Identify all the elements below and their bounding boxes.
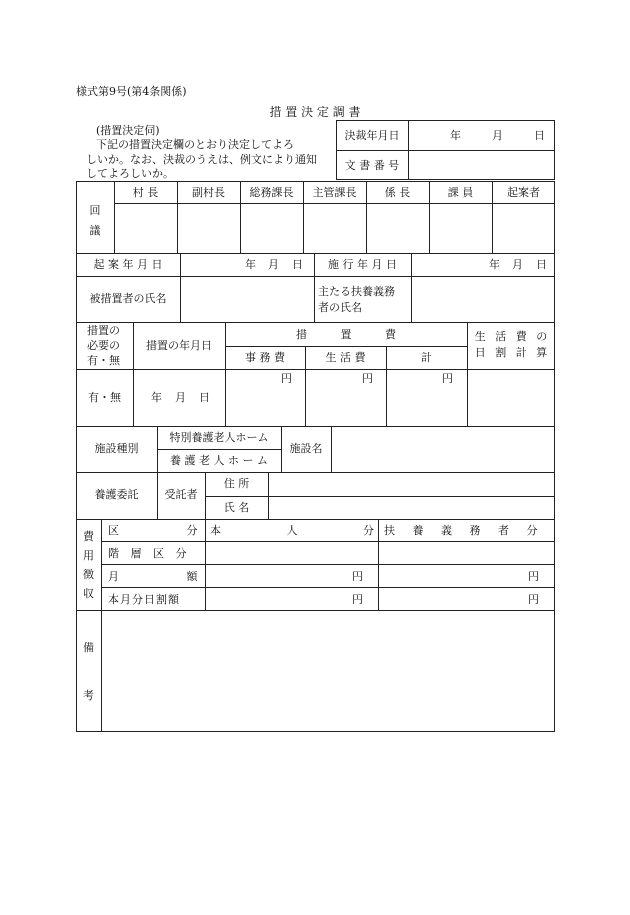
trustee-name-label: 氏 名 bbox=[223, 501, 250, 514]
trustee-address-label: 住 所 bbox=[223, 477, 250, 490]
document-number-field[interactable] bbox=[409, 151, 554, 179]
draft-day-label: 日 bbox=[292, 258, 303, 271]
measure-month-label: 月 bbox=[175, 391, 186, 404]
stamp-cell-mayor[interactable] bbox=[115, 204, 176, 252]
stamp-cell-deputy-mayor[interactable] bbox=[178, 204, 239, 252]
enforcement-year-label: 年 bbox=[489, 258, 500, 271]
stamp-cell-responsible-chief[interactable] bbox=[304, 204, 365, 252]
total-cost-yen: 円 bbox=[442, 372, 453, 385]
facility-option-special-nursing-home[interactable]: 特別養護老人ホーム bbox=[169, 431, 269, 444]
stamp-cell-drafter[interactable] bbox=[493, 204, 554, 252]
circulation-col-staff: 課 員 bbox=[447, 186, 474, 199]
circulation-col-general-affairs-chief: 総務課長 bbox=[249, 186, 294, 199]
measure-date-label: 措置の年月日 bbox=[146, 339, 212, 352]
request-text-line-1: 下記の措置決定欄のとおり決定してよろ bbox=[96, 138, 294, 151]
collection-side-label-4: 収 bbox=[83, 587, 94, 600]
enforcement-date-label: 施 行 年 月 日 bbox=[328, 258, 397, 271]
collection-daily-label: 本月分日割額 bbox=[108, 593, 180, 606]
collection-supporter-label: 扶 養 義 務 者 分 bbox=[384, 524, 538, 537]
self-monthly-yen: 円 bbox=[352, 570, 363, 583]
decision-month-label: 月 bbox=[492, 129, 503, 142]
draft-year-label: 年 bbox=[245, 258, 256, 271]
trustee-label: 受託者 bbox=[164, 488, 198, 501]
total-cost-label: 計 bbox=[421, 351, 432, 364]
self-tier-field[interactable] bbox=[206, 542, 377, 563]
collection-side-label-2: 用 bbox=[83, 549, 94, 562]
trustee-name-field[interactable] bbox=[269, 497, 554, 518]
circulation-col-deputy-mayor: 副村長 bbox=[192, 186, 225, 199]
facility-name-label: 施設名 bbox=[289, 442, 323, 455]
circulation-col-mayor: 村 長 bbox=[132, 186, 159, 199]
measure-day-label: 日 bbox=[199, 391, 210, 404]
living-cost-yen: 円 bbox=[362, 372, 373, 385]
daily-rate-label-1: 生 活 費 の bbox=[474, 330, 548, 343]
collection-self-label: 本 人 分 bbox=[210, 524, 374, 537]
stamp-cell-general-affairs-chief[interactable] bbox=[241, 204, 302, 252]
circulation-col-section-head: 係 長 bbox=[384, 186, 411, 199]
facility-type-label: 施設種別 bbox=[94, 442, 139, 455]
facility-name-field[interactable] bbox=[332, 427, 554, 471]
circulation-label-1: 回 bbox=[89, 204, 101, 217]
request-text-line-2: しいか。なお、決裁のうえは、例文により通知 bbox=[86, 153, 317, 166]
collection-tier-label: 階 層 区 分 bbox=[108, 547, 187, 560]
supporter-monthly-yen: 円 bbox=[528, 570, 539, 583]
decision-year-label: 年 bbox=[450, 129, 461, 142]
enforcement-month-label: 月 bbox=[512, 258, 523, 271]
request-label: (措置決定伺) bbox=[96, 124, 160, 137]
measure-cost-label: 措 置 費 bbox=[296, 328, 396, 341]
collection-category-label: 区 分 bbox=[108, 524, 198, 537]
document-number-label: 文 書 番 号 bbox=[344, 159, 400, 172]
need-yes-no[interactable]: 有・無 bbox=[88, 391, 121, 404]
stamp-cell-section-head[interactable] bbox=[367, 204, 428, 252]
supporter-name-field[interactable] bbox=[412, 277, 554, 321]
daily-rate-label-2: 日 割 計 算 bbox=[474, 346, 548, 359]
circulation-col-responsible-chief: 主管課長 bbox=[312, 186, 357, 199]
subject-name-label: 被措置者の氏名 bbox=[89, 292, 167, 305]
supporter-name-label-1: 主たる扶養義務 bbox=[318, 285, 395, 298]
measure-year-label: 年 bbox=[151, 391, 162, 404]
supporter-daily-yen: 円 bbox=[528, 593, 539, 606]
form-number: 様式第9号(第4条関係) bbox=[76, 85, 187, 98]
office-cost-yen: 円 bbox=[281, 372, 292, 385]
collection-monthly-label: 月 額 bbox=[108, 570, 198, 583]
daily-rate-field[interactable] bbox=[468, 370, 554, 425]
consignment-label: 養護委託 bbox=[94, 488, 139, 501]
draft-date-label: 起 案 年 月 日 bbox=[93, 258, 163, 271]
need-label-1: 措置の bbox=[87, 324, 120, 337]
supporter-name-label-2: 者の氏名 bbox=[318, 301, 362, 314]
remarks-label-1: 備 bbox=[83, 641, 94, 654]
office-cost-label: 事 務 費 bbox=[245, 351, 285, 364]
remarks-label-2: 考 bbox=[83, 689, 94, 702]
enforcement-day-label: 日 bbox=[536, 258, 547, 271]
subject-name-field[interactable] bbox=[181, 277, 313, 321]
decision-day-label: 日 bbox=[534, 129, 545, 142]
collection-side-label-3: 徴 bbox=[83, 568, 94, 581]
collection-side-label-1: 費 bbox=[83, 530, 94, 543]
self-daily-yen: 円 bbox=[352, 593, 363, 606]
circulation-col-drafter: 起案者 bbox=[507, 186, 540, 199]
page-title: 措 置 決 定 調 書 bbox=[269, 105, 361, 119]
facility-option-nursing-home[interactable]: 養 護 老 人 ホ ー ム bbox=[170, 454, 268, 467]
remarks-field[interactable] bbox=[102, 611, 554, 731]
trustee-address-field[interactable] bbox=[269, 473, 554, 495]
need-label-2: 必要の bbox=[87, 339, 120, 352]
request-text-line-3: してよろしいか。 bbox=[86, 167, 174, 180]
decision-date-label: 決裁年月日 bbox=[344, 129, 400, 142]
need-label-3: 有・無 bbox=[87, 354, 120, 367]
supporter-tier-field[interactable] bbox=[379, 542, 554, 563]
draft-month-label: 月 bbox=[268, 258, 279, 271]
stamp-cell-staff[interactable] bbox=[430, 204, 491, 252]
circulation-label-2: 議 bbox=[89, 224, 101, 237]
living-cost-label: 生 活 費 bbox=[325, 351, 366, 364]
